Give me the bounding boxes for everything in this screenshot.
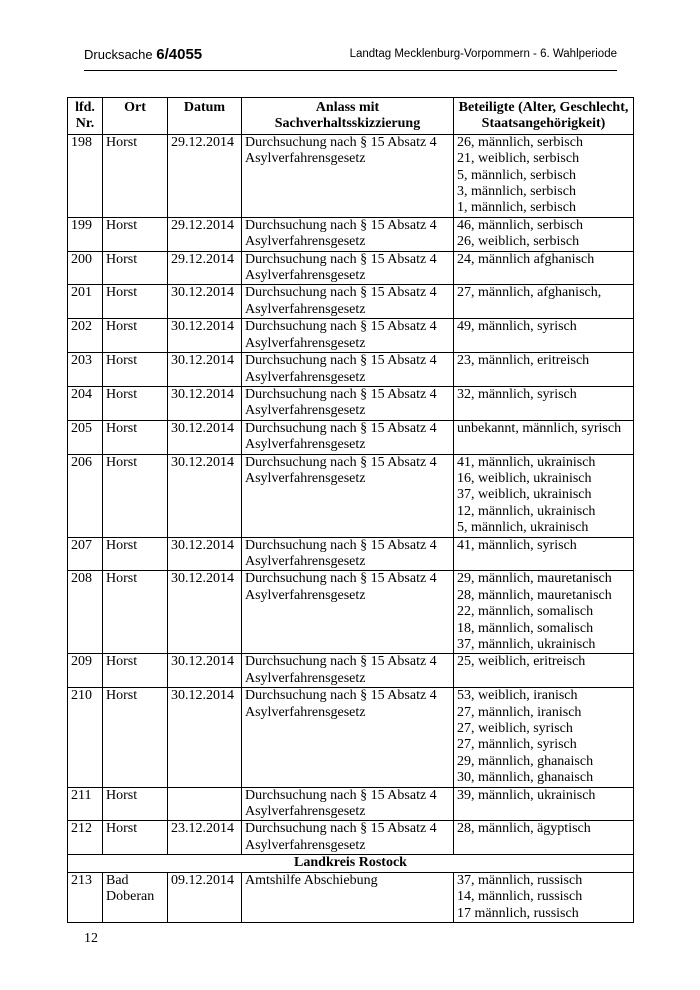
cell-nr: 207 [68,537,103,571]
page-header [84,42,617,71]
table-row [68,285,634,319]
participant-line: 12, männlich, ukrainisch [457,503,596,519]
participant-line: 27, männlich, afghanisch, [457,285,602,301]
cell-anlass [242,420,454,454]
cell-anlass [242,251,454,285]
table-row [68,420,634,454]
cell-datum: 29.12.2014 [168,134,242,217]
reason-line: Asylverfahrensgesetz [245,437,366,453]
cell-ort: Horst [103,537,168,571]
participant-line: 22, männlich, somalisch [457,604,594,620]
cell-ort: Horst [103,353,168,387]
participant-line: 53, weiblich, iranisch [457,688,578,704]
reason-line: Durchsuchung nach § 15 Absatz 4 [245,353,437,369]
participant-line: 37, männlich, russisch [457,872,583,888]
column-header: Beteiligte (Alter, Geschlecht, Staatsangehörigkeit) [454,98,634,135]
cell-beteiligte [454,688,634,787]
cell-datum: 30.12.2014 [168,285,242,319]
column-header: lfd. Nr. [68,98,103,135]
cell-ort: Horst [103,217,168,251]
cell-datum: 30.12.2014 [168,688,242,787]
table-row [68,821,634,855]
reason-line: Asylverfahrensgesetz [245,268,366,284]
cell-ort: Horst [103,821,168,855]
reason-line: Durchsuchung nach § 15 Absatz 4 [245,251,437,267]
document-number-value: 6/4055 [156,46,203,63]
cell-ort: Horst [103,319,168,353]
cell-anlass [242,454,454,537]
cell-datum: 30.12.2014 [168,319,242,353]
reason-line: Durchsuchung nach § 15 Absatz 4 [245,654,437,670]
cell-datum: 23.12.2014 [168,821,242,855]
reason-line: Asylverfahrensgesetz [245,403,366,419]
table-row [68,319,634,353]
cell-anlass [242,787,454,821]
participant-line: 46, männlich, serbisch [457,217,583,233]
cell-beteiligte [454,537,634,571]
cell-datum: 30.12.2014 [168,571,242,654]
participant-line: unbekannt, männlich, syrisch [457,420,622,436]
cell-anlass [242,821,454,855]
cell-nr: 212 [68,821,103,855]
cell-anlass [242,285,454,319]
reason-line: Amtshilfe Abschiebung [245,872,378,888]
reason-line: Durchsuchung nach § 15 Absatz 4 [245,571,437,587]
cell-beteiligte [454,872,634,922]
cell-beteiligte [454,420,634,454]
reason-line: Durchsuchung nach § 15 Absatz 4 [245,537,437,553]
page-number: 12 [84,931,98,946]
reason-line: Asylverfahrensgesetz [245,234,366,250]
participant-line: 39, männlich, ukrainisch [457,787,596,803]
cell-datum [168,787,242,821]
reason-line: Durchsuchung nach § 15 Absatz 4 [245,821,437,837]
table-row [68,654,634,688]
cell-ort: Horst [103,420,168,454]
participant-line: 21, weiblich, serbisch [457,151,580,167]
cell-nr: 209 [68,654,103,688]
participant-line: 28, männlich, ägyptisch [457,821,591,837]
reason-line: Asylverfahrensgesetz [245,470,366,486]
participant-line: 29, männlich, ghanaisch [457,753,594,769]
reason-line: Asylverfahrensgesetz [245,804,366,820]
cell-nr: 206 [68,454,103,537]
participant-line: 32, männlich, syrisch [457,386,577,402]
column-header: Ort [103,98,168,135]
reason-line: Asylverfahrensgesetz [245,301,366,317]
reason-line: Asylverfahrensgesetz [245,335,366,351]
reason-line: Asylverfahrensgesetz [245,704,366,720]
table-row [68,134,634,217]
reason-line: Durchsuchung nach § 15 Absatz 4 [245,787,437,803]
cell-datum: 29.12.2014 [168,251,242,285]
table-header-row [68,98,634,135]
participant-line: 1, männlich, serbisch [457,200,576,216]
table-row [68,872,634,922]
participant-line: 27, männlich, iranisch [457,704,582,720]
cell-anlass [242,353,454,387]
participant-line: 30, männlich, ghanaisch [457,770,594,786]
cell-beteiligte [454,134,634,217]
cell-anlass [242,654,454,688]
cell-anlass [242,571,454,654]
cell-ort: Bad Doberan [103,872,168,922]
cell-datum: 30.12.2014 [168,454,242,537]
participant-line: 16, weiblich, ukrainisch [457,470,592,486]
document-number [84,46,202,63]
cell-datum: 30.12.2014 [168,386,242,420]
table-row [68,386,634,420]
cell-beteiligte [454,319,634,353]
cell-beteiligte [454,386,634,420]
reason-line: Asylverfahrensgesetz [245,151,366,167]
cell-beteiligte [454,285,634,319]
cell-nr: 213 [68,872,103,922]
cell-ort: Horst [103,251,168,285]
column-header: Anlass mit Sachverhaltsskizzierung [242,98,454,135]
participant-line: 17 männlich, russisch [457,905,579,921]
section-title: Landkreis Rostock [68,855,634,872]
cell-ort: Horst [103,688,168,787]
cell-beteiligte [454,787,634,821]
cell-beteiligte [454,654,634,688]
cell-nr: 211 [68,787,103,821]
participant-line: 41, männlich, ukrainisch [457,454,596,470]
cell-anlass [242,319,454,353]
cell-nr: 199 [68,217,103,251]
participant-line: 26, weiblich, serbisch [457,234,580,250]
reason-line: Durchsuchung nach § 15 Absatz 4 [245,217,437,233]
participant-line: 14, männlich, russisch [457,889,583,905]
reason-line: Durchsuchung nach § 15 Absatz 4 [245,134,437,150]
participant-line: 3, männlich, serbisch [457,184,576,200]
reason-line: Durchsuchung nach § 15 Absatz 4 [245,688,437,704]
participant-line: 25, weiblich, eritreisch [457,654,586,670]
cell-nr: 210 [68,688,103,787]
participant-line: 23, männlich, eritreisch [457,353,590,369]
cell-anlass [242,688,454,787]
participant-line: 26, männlich, serbisch [457,134,583,150]
cell-beteiligte [454,821,634,855]
reason-line: Asylverfahrensgesetz [245,670,366,686]
participant-line: 41, männlich, syrisch [457,537,577,553]
reason-line: Asylverfahrensgesetz [245,369,366,385]
table-row [68,454,634,537]
cell-ort: Horst [103,654,168,688]
cell-ort: Horst [103,787,168,821]
cell-nr: 204 [68,386,103,420]
participant-line: 28, männlich, mauretanisch [457,587,612,603]
cell-datum: 30.12.2014 [168,654,242,688]
cell-nr: 200 [68,251,103,285]
cell-ort: Horst [103,386,168,420]
participant-line: 49, männlich, syrisch [457,319,577,335]
participant-line: 37, weiblich, ukrainisch [457,487,592,503]
table-row [68,353,634,387]
cell-nr: 202 [68,319,103,353]
cell-nr: 201 [68,285,103,319]
cell-datum: 30.12.2014 [168,537,242,571]
participant-line: 27, weiblich, syrisch [457,721,573,737]
column-header: Datum [168,98,242,135]
cell-datum: 30.12.2014 [168,420,242,454]
reason-line: Durchsuchung nach § 15 Absatz 4 [245,285,437,301]
incident-table [67,97,634,923]
cell-nr: 198 [68,134,103,217]
cell-datum: 29.12.2014 [168,217,242,251]
reason-line: Asylverfahrensgesetz [245,837,366,853]
cell-anlass [242,872,454,922]
document-label: Drucksache [84,47,157,62]
participant-line: 5, männlich, ukrainisch [457,520,589,536]
cell-anlass [242,537,454,571]
reason-line: Durchsuchung nach § 15 Absatz 4 [245,386,437,402]
reason-line: Durchsuchung nach § 15 Absatz 4 [245,454,437,470]
participant-line: 24, männlich afghanisch [457,251,595,267]
cell-beteiligte [454,571,634,654]
table-row [68,787,634,821]
reason-line: Asylverfahrensgesetz [245,553,366,569]
participant-line: 37, männlich, ukrainisch [457,637,596,652]
cell-beteiligte [454,217,634,251]
table-row [68,688,634,787]
reason-line: Durchsuchung nach § 15 Absatz 4 [245,319,437,335]
reason-line: Durchsuchung nach § 15 Absatz 4 [245,420,437,436]
cell-beteiligte [454,454,634,537]
table-row [68,571,634,654]
parliament-title: Landtag Mecklenburg-Vorpommern - 6. Wahlperiode [349,48,617,60]
table-row [68,217,634,251]
cell-ort: Horst [103,285,168,319]
reason-line: Asylverfahrensgesetz [245,587,366,603]
cell-ort: Horst [103,571,168,654]
cell-beteiligte [454,251,634,285]
table-row [68,537,634,571]
participant-line: 5, männlich, serbisch [457,167,576,183]
participant-line: 27, männlich, syrisch [457,737,577,753]
participant-line: 18, männlich, somalisch [457,620,594,636]
cell-nr: 208 [68,571,103,654]
cell-anlass [242,134,454,217]
cell-nr: 203 [68,353,103,387]
section-row [68,855,634,872]
participant-line: 29, männlich, mauretanisch [457,571,612,587]
cell-beteiligte [454,353,634,387]
table-row [68,251,634,285]
cell-datum: 30.12.2014 [168,353,242,387]
cell-datum: 09.12.2014 [168,872,242,922]
cell-nr: 205 [68,420,103,454]
cell-anlass [242,217,454,251]
cell-ort: Horst [103,454,168,537]
cell-ort: Horst [103,134,168,217]
cell-anlass [242,386,454,420]
